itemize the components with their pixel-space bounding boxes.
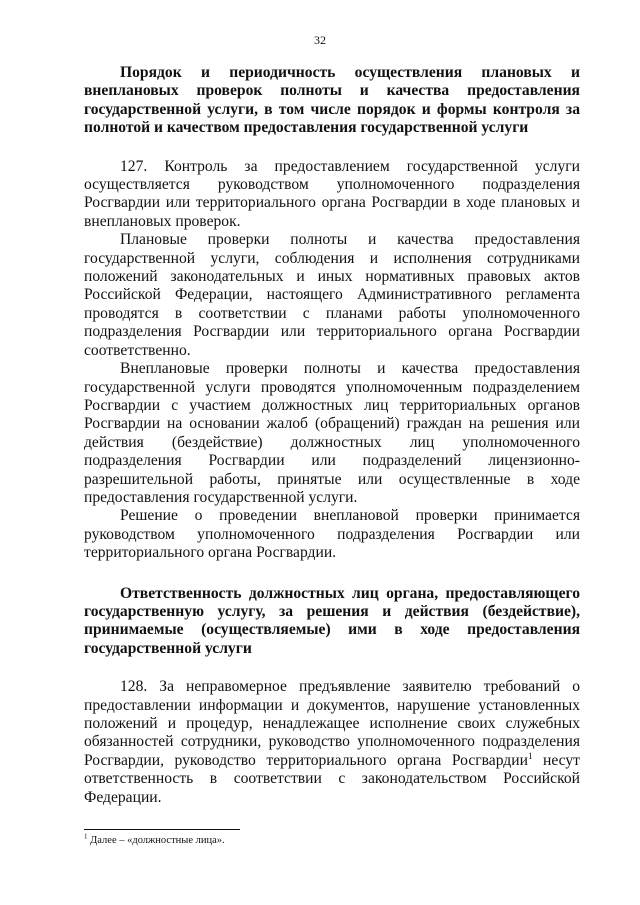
paragraph-128-text: 128. За неправомерное предъявление заявителю требований о предоставлении информации и документов, нарушение установленных положений и процедур, ненадлежащее исполнение своих служебных обязанностей сотрудники, руководство уполномоченного подразделения Росгвардии, руководство территориального органа Росгвардии xyxy=(84,678,580,769)
paragraph-planned-checks: Плановые проверки полноты и качества предоставления государственной услуги, соблюдения и исполнения сотрудниками положений законодательных и иных нормативных правовых актов Российской Федерации, настоящего Административного регламента проводятся в соответствии с планами работы уполномоченного подразделения Росгвардии или территориального органа Росгвардии соответственно. xyxy=(84,231,580,359)
paragraph-128-text-end: несут ответственность в соответствии с законодательством Российской Федерации. xyxy=(84,751,580,806)
paragraph-unplanned-checks: Внеплановые проверки полноты и качества предоставления государственной услуги проводятся уполномоченным подразделением Росгвардии с участием должностных лиц территориальных органов Росгвардии на основании жалоб (обращений) граждан на решения или действия (бездействие) должностных лиц уполномоченного подразделения Росгвардии или подразделений лицензионно-разрешительной работы, принятые или осуществленные в ходе предоставления государственной услуги. xyxy=(84,360,580,506)
section-heading-responsibility: Ответственность должностных лиц органа, предоставляющего государственную услугу, за решения и действия (бездействие), принимаемые (осуществляемые) ими в ходе предоставления государственной услуги xyxy=(84,584,580,657)
footnote-marker: 1 xyxy=(84,832,88,841)
section-heading-control: Порядок и периодичность осуществления плановых и внеплановых проверок полноты и качества предоставления государственной услуги, в том числе порядок и формы контроля за полнотой и качеством предоставления государственной услуги xyxy=(84,64,580,137)
footnote-text: Далее – «должностные лица». xyxy=(87,835,225,846)
paragraph-128 xyxy=(84,678,580,807)
footnote-divider xyxy=(84,829,240,830)
footnote xyxy=(84,832,225,847)
paragraph-127: 127. Контроль за предоставлением государственной услуги осуществляется руководством уполномоченного подразделения Росгвардии или территориального органа Росгвардии в ходе плановых и внеплановых проверок. xyxy=(84,157,580,230)
page-number: 32 xyxy=(314,33,326,47)
document-body xyxy=(84,64,580,807)
paragraph-check-decision: Решение о проведении внеплановой проверки принимается руководством уполномоченного подразделения Росгвардии или территориального органа Росгвардии. xyxy=(84,507,580,562)
footnote-reference[interactable]: 1 xyxy=(527,750,533,761)
